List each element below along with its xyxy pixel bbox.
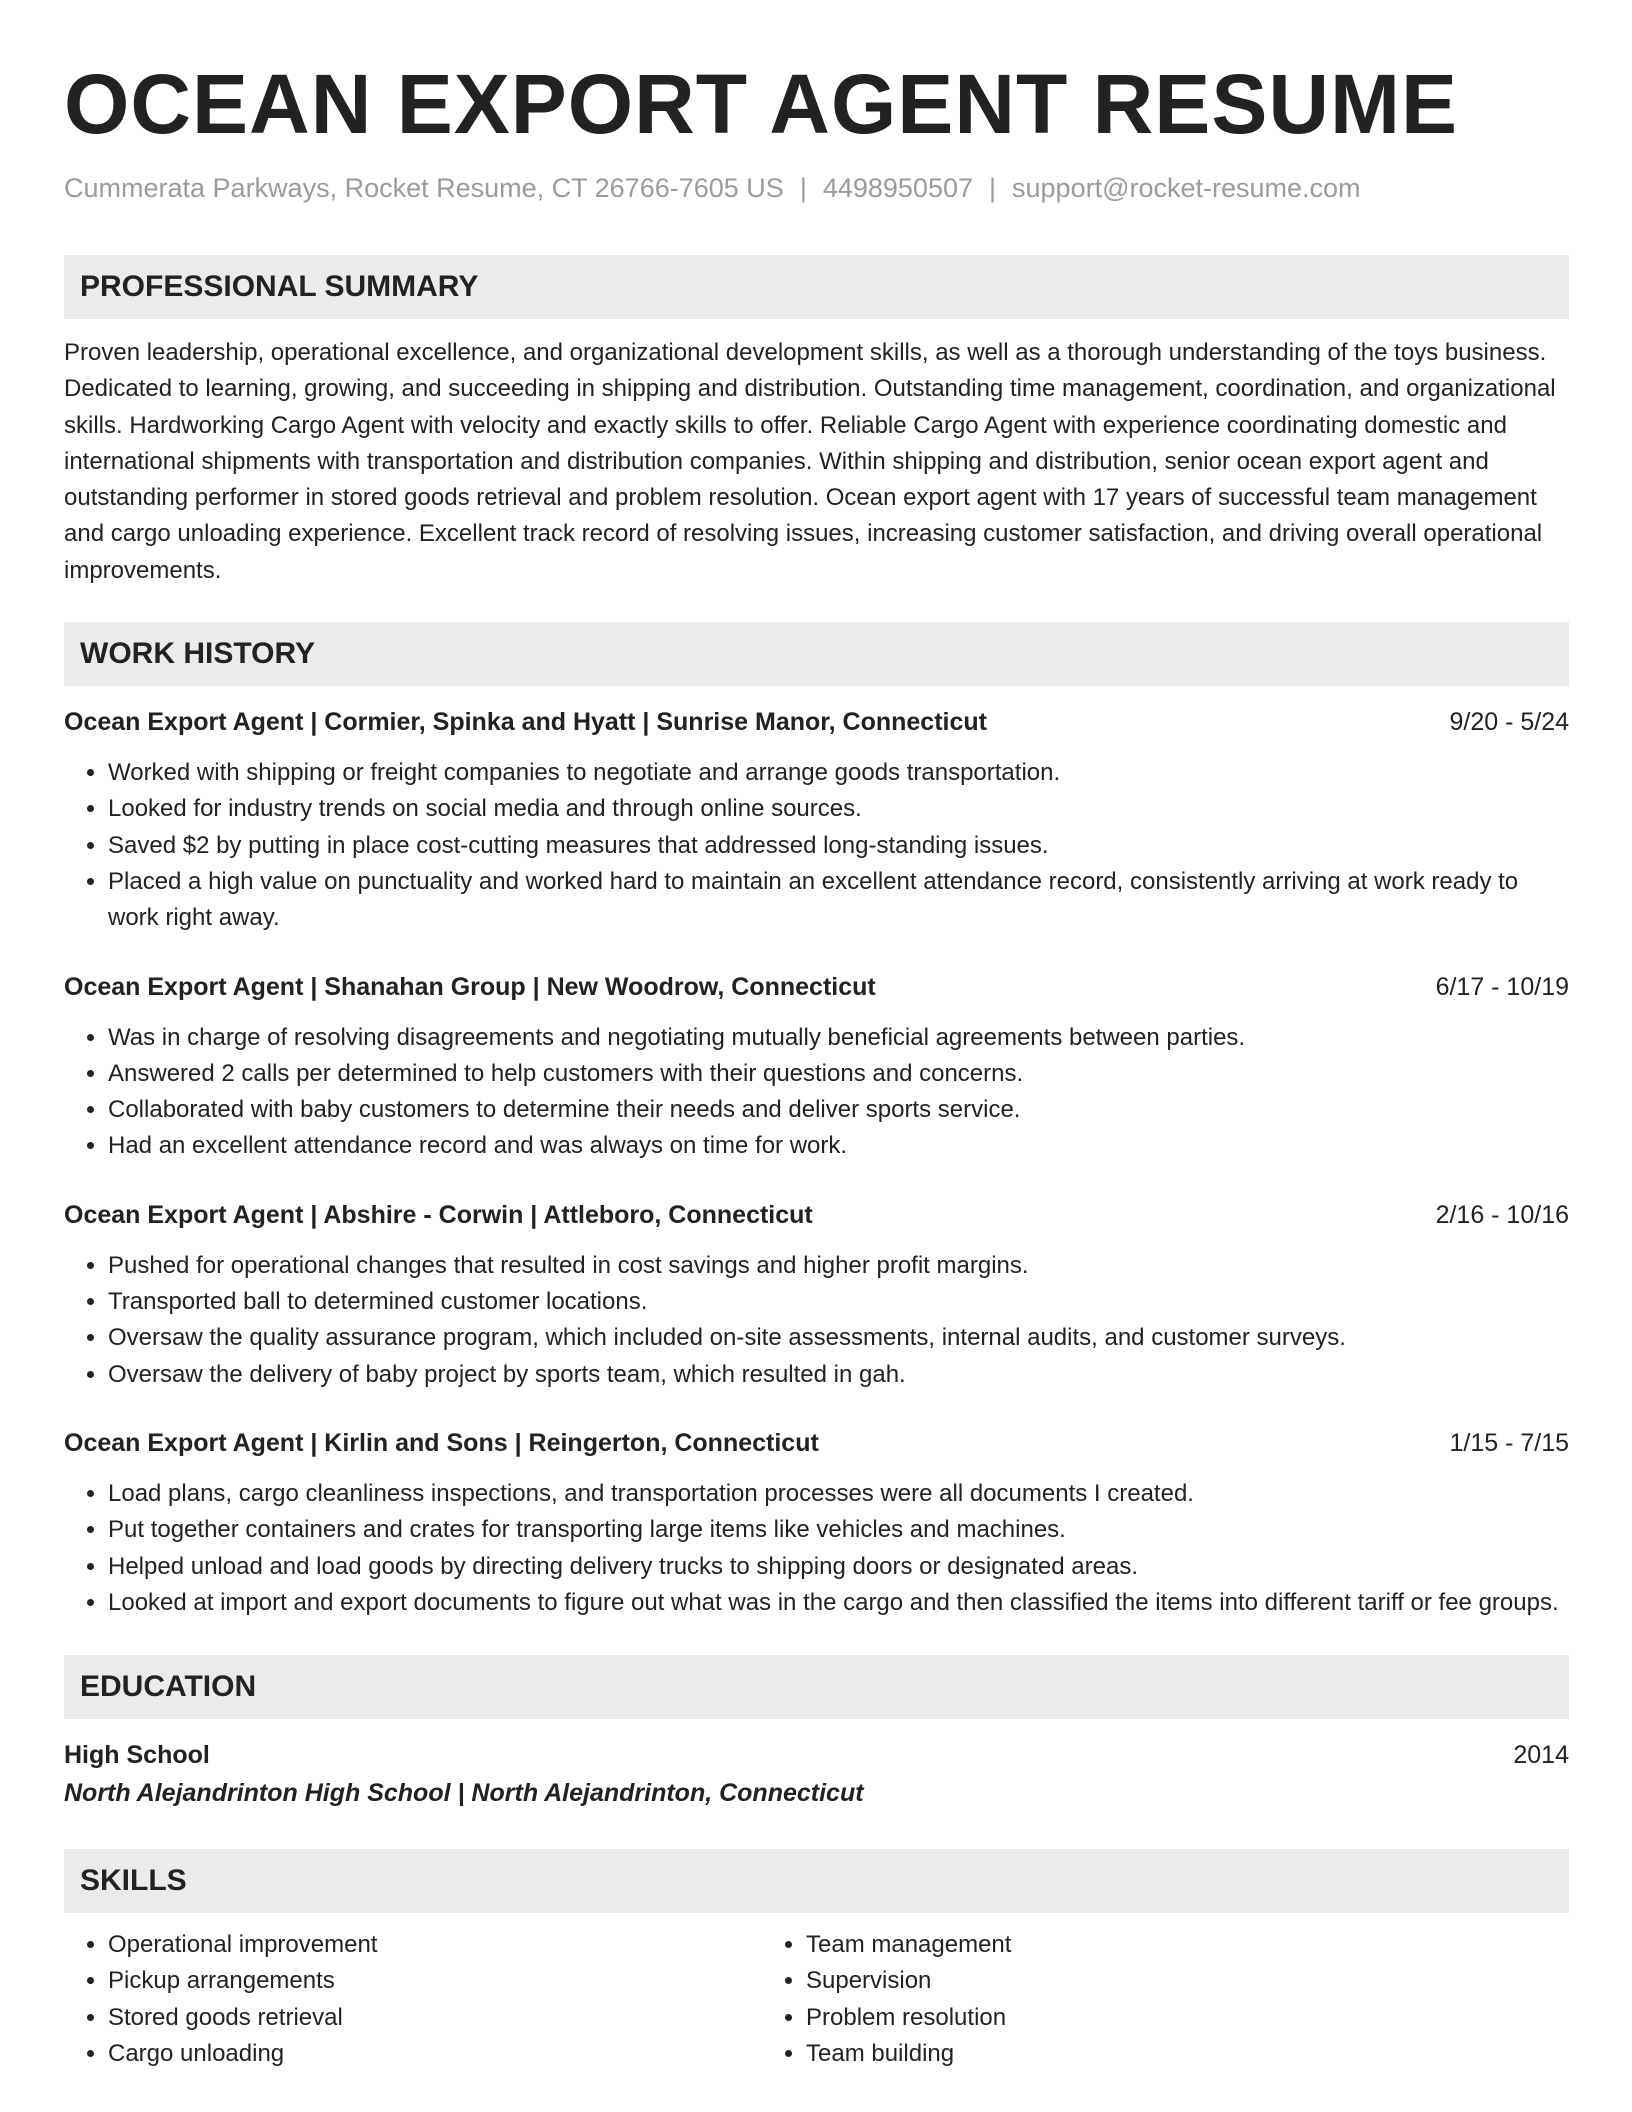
job-entry [64, 704, 1569, 936]
resume-title: OCEAN EXPORT AGENT RESUME [64, 57, 1459, 151]
skill-item: • Team building [806, 2036, 1460, 2072]
job-bullet: • Was in charge of resolving disagreements and negotiating mutually beneficial agreements between parties. [108, 1020, 1569, 1056]
job-bullets [64, 1248, 1569, 1393]
job-bullet: • Helped unload and load goods by directing delivery trucks to shipping doors or designated areas. [108, 1549, 1569, 1585]
section-header-skills: SKILLS [64, 1849, 1569, 1913]
contact-phone: 4498950507 [822, 173, 973, 203]
skill-item: • Supervision [806, 1963, 1460, 1999]
education-header [64, 1737, 1569, 1773]
skills-column-right [762, 1927, 1460, 2072]
job-dates: 2/16 - 10/16 [1435, 1200, 1569, 1229]
section-header-work-history: WORK HISTORY [64, 622, 1569, 686]
job-title: Ocean Export Agent | Shanahan Group | New Woodrow, Connecticut [64, 972, 876, 1001]
education-degree: High School [64, 1741, 210, 1770]
skill-item: • Problem resolution [806, 2000, 1460, 2036]
job-bullets [64, 1476, 1569, 1621]
job-bullet: • Oversaw the delivery of baby project by sports team, which resulted in gah. [108, 1357, 1569, 1393]
job-bullet: • Looked at import and export documents to figure out what was in the cargo and then classified the items into different tariff or fee groups. [108, 1585, 1569, 1621]
job-bullets [64, 1020, 1569, 1165]
contact-line [64, 170, 1569, 206]
job-bullet: • Load plans, cargo cleanliness inspections, and transportation processes were all documents I created. [108, 1476, 1569, 1512]
job-bullet: • Worked with shipping or freight companies to negotiate and arrange goods transportation. [108, 755, 1569, 791]
job-title: Ocean Export Agent | Abshire - Corwin | Attleboro, Connecticut [64, 1200, 813, 1229]
contact-address: Cummerata Parkways, Rocket Resume, CT 26766-7605 US [64, 173, 784, 203]
job-bullet: • Answered 2 calls per determined to help customers with their questions and concerns. [108, 1056, 1569, 1092]
job-bullet: • Transported ball to determined customer locations. [108, 1284, 1569, 1320]
contact-separator: | [989, 173, 997, 203]
skill-item: • Team management [806, 1927, 1460, 1963]
job-bullet: • Had an excellent attendance record and was always on time for work. [108, 1128, 1569, 1164]
job-bullet: • Pushed for operational changes that resulted in cost savings and higher profit margins. [108, 1248, 1569, 1284]
section-header-education: EDUCATION [64, 1655, 1569, 1719]
contact-separator: | [799, 173, 807, 203]
education-entry [64, 1737, 1569, 1811]
job-bullet: • Oversaw the quality assurance program, which included on-site assessments, internal audits, and customer surveys. [108, 1320, 1569, 1356]
skill-item: • Pickup arrangements [108, 1963, 762, 1999]
job-bullet: • Looked for industry trends on social media and through online sources. [108, 791, 1569, 827]
job-bullet: • Collaborated with baby customers to determine their needs and deliver sports service. [108, 1092, 1569, 1128]
education-school: North Alejandrinton High School | North Alejandrinton, Connecticut [64, 1779, 864, 1808]
skills-list [64, 1927, 1569, 2072]
job-header [64, 1197, 1569, 1233]
skill-item: • Stored goods retrieval [108, 2000, 762, 2036]
job-bullet: • Placed a high value on punctuality and worked hard to maintain an excellent attendance record, consistently arriving at work ready to work right away. [108, 864, 1569, 937]
section-header-summary: PROFESSIONAL SUMMARY [64, 255, 1569, 319]
job-entry [64, 1425, 1569, 1621]
job-header [64, 704, 1569, 740]
job-bullets [64, 755, 1569, 936]
job-title: Ocean Export Agent | Cormier, Spinka and Hyatt | Sunrise Manor, Connecticut [64, 708, 987, 737]
job-dates: 6/17 - 10/19 [1435, 972, 1569, 1001]
education-year: 2014 [1513, 1741, 1569, 1770]
summary-text: Proven leadership, operational excellence, and organizational development skills, as well as a thorough understanding of the toys business. Dedicated to learning, growing, and succeeding in shipping and distribution. Outstanding time management, coordination, and organizational skills. Hardworking Cargo Agent with velocity and exactly skills to offer. Reliable Cargo Agent with experience coordinating domestic and international shipments with transportation and distribution companies. Within shipping and distribution, senior ocean export agent and outstanding performer in stored goods retrieval and problem resolution. Ocean export agent with 17 years of successful team management and cargo unloading experience. Excellent track record of resolving issues, increasing customer satisfaction, and driving overall operational improvements. [64, 339, 1556, 584]
job-bullet: • Saved $2 by putting in place cost-cutting measures that addressed long-standing issues. [108, 828, 1569, 864]
skill-item: • Cargo unloading [108, 2036, 762, 2072]
job-title: Ocean Export Agent | Kirlin and Sons | Reingerton, Connecticut [64, 1428, 819, 1457]
skills-column-left [64, 1927, 762, 2072]
contact-email: support@rocket-resume.com [1012, 173, 1361, 203]
job-entry [64, 1197, 1569, 1393]
skill-item: • Operational improvement [108, 1927, 762, 1963]
job-entry [64, 969, 1569, 1165]
job-dates: 1/15 - 7/15 [1449, 1428, 1569, 1457]
job-bullet: • Put together containers and crates for transporting large items like vehicles and machines. [108, 1512, 1569, 1548]
job-header [64, 1425, 1569, 1461]
job-dates: 9/20 - 5/24 [1449, 708, 1569, 737]
job-header [64, 969, 1569, 1005]
